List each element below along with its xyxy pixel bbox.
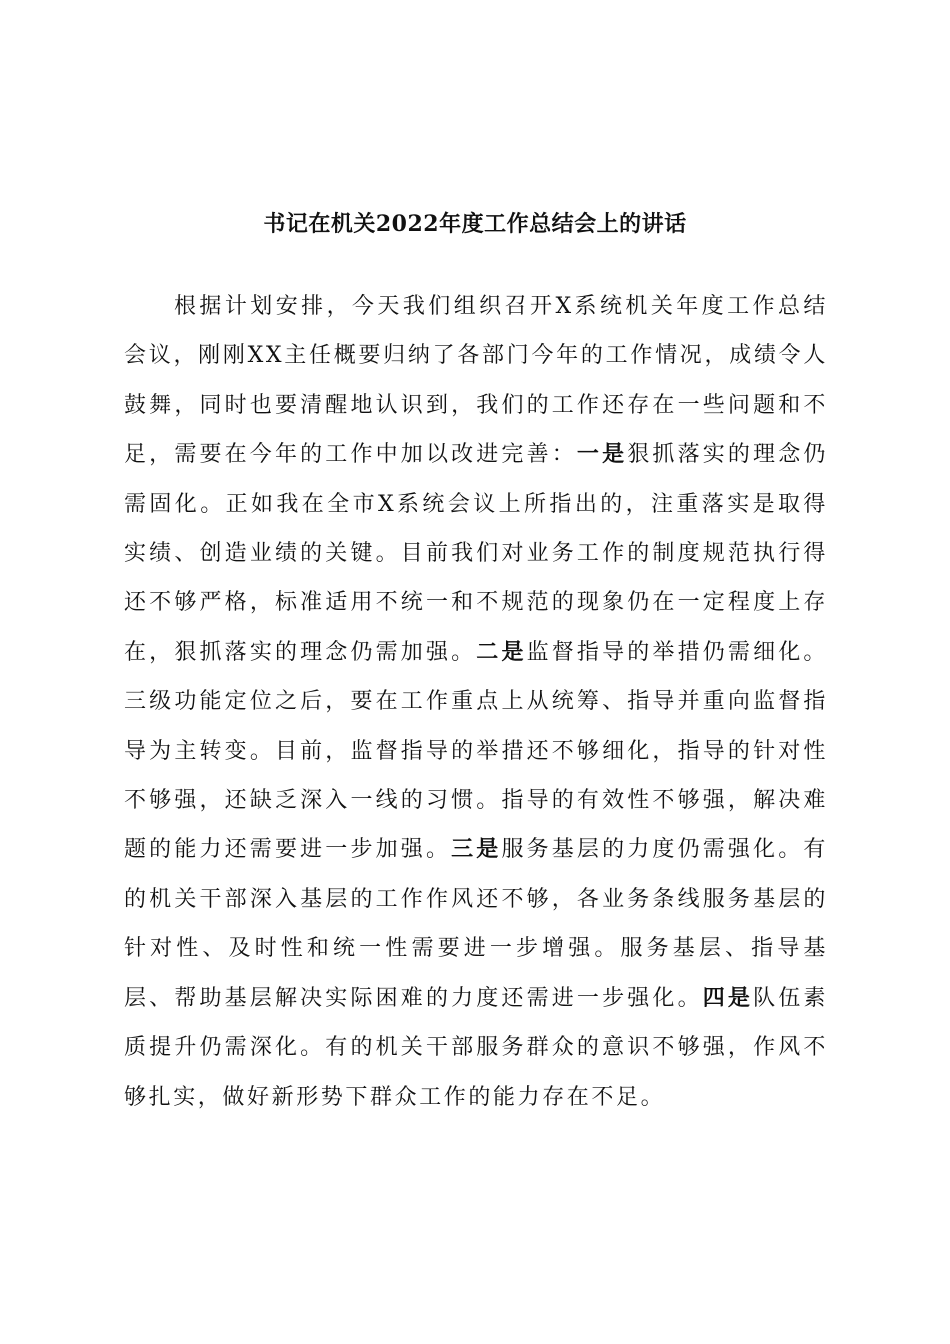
paragraph-intro: 根据计划安排，今天我们组织召开X系统机关年度工作总结会议，刚刚XX主任概要归纳了各部门今年的工作情况，成绩令人鼓舞，同时也要清醒地认识到，我们的工作还存在一些问题和不足，需要在今年的工作中加以改进完善： (124, 294, 828, 468)
point-marker-four: 四是 (702, 984, 754, 1011)
point-marker-three: 三是 (451, 836, 502, 863)
point-marker-two: 二是 (476, 638, 527, 665)
point-two-text: 监督指导的举措仍需细化。三级功能定位之后，要在工作重点上从统筹、指导并重向监督指导为主转变。目前，监督指导的举措还不够细化，指导的针对性不够强，还缺乏深入一线的习惯。指导的有效性不够强，解决难题的能力还需要进一步加强。 (124, 639, 828, 863)
point-three-text: 服务基层的力度仍需强化。有的机关干部深入基层的工作作风还不够，各业务条线服务基层的针对性、及时性和统一性需要进一步增强。服务基层、指导基层、帮助基层解决实际困难的力度还需进一步强化。 (124, 837, 828, 1011)
document-title: 书记在机关2022年度工作总结会上的讲话 (263, 211, 687, 237)
speech-paragraph (124, 282, 828, 1122)
point-one-text: 狠抓落实的理念仍需固化。正如我在全市X系统会议上所指出的，注重落实是取得实绩、创造业绩的关键。目前我们对业务工作的制度规范执行得还不够严格，标准适用不统一和不规范的现象仍在一定程度上存在，狠抓落实的理念仍需加强。 (124, 442, 828, 665)
point-four-text: 队伍素质提升仍需深化。有的机关干部服务群众的意识不够强，作风不够扎实，做好新形势下群众工作的能力存在不足。 (124, 985, 828, 1110)
point-marker-one: 一是 (576, 441, 628, 468)
